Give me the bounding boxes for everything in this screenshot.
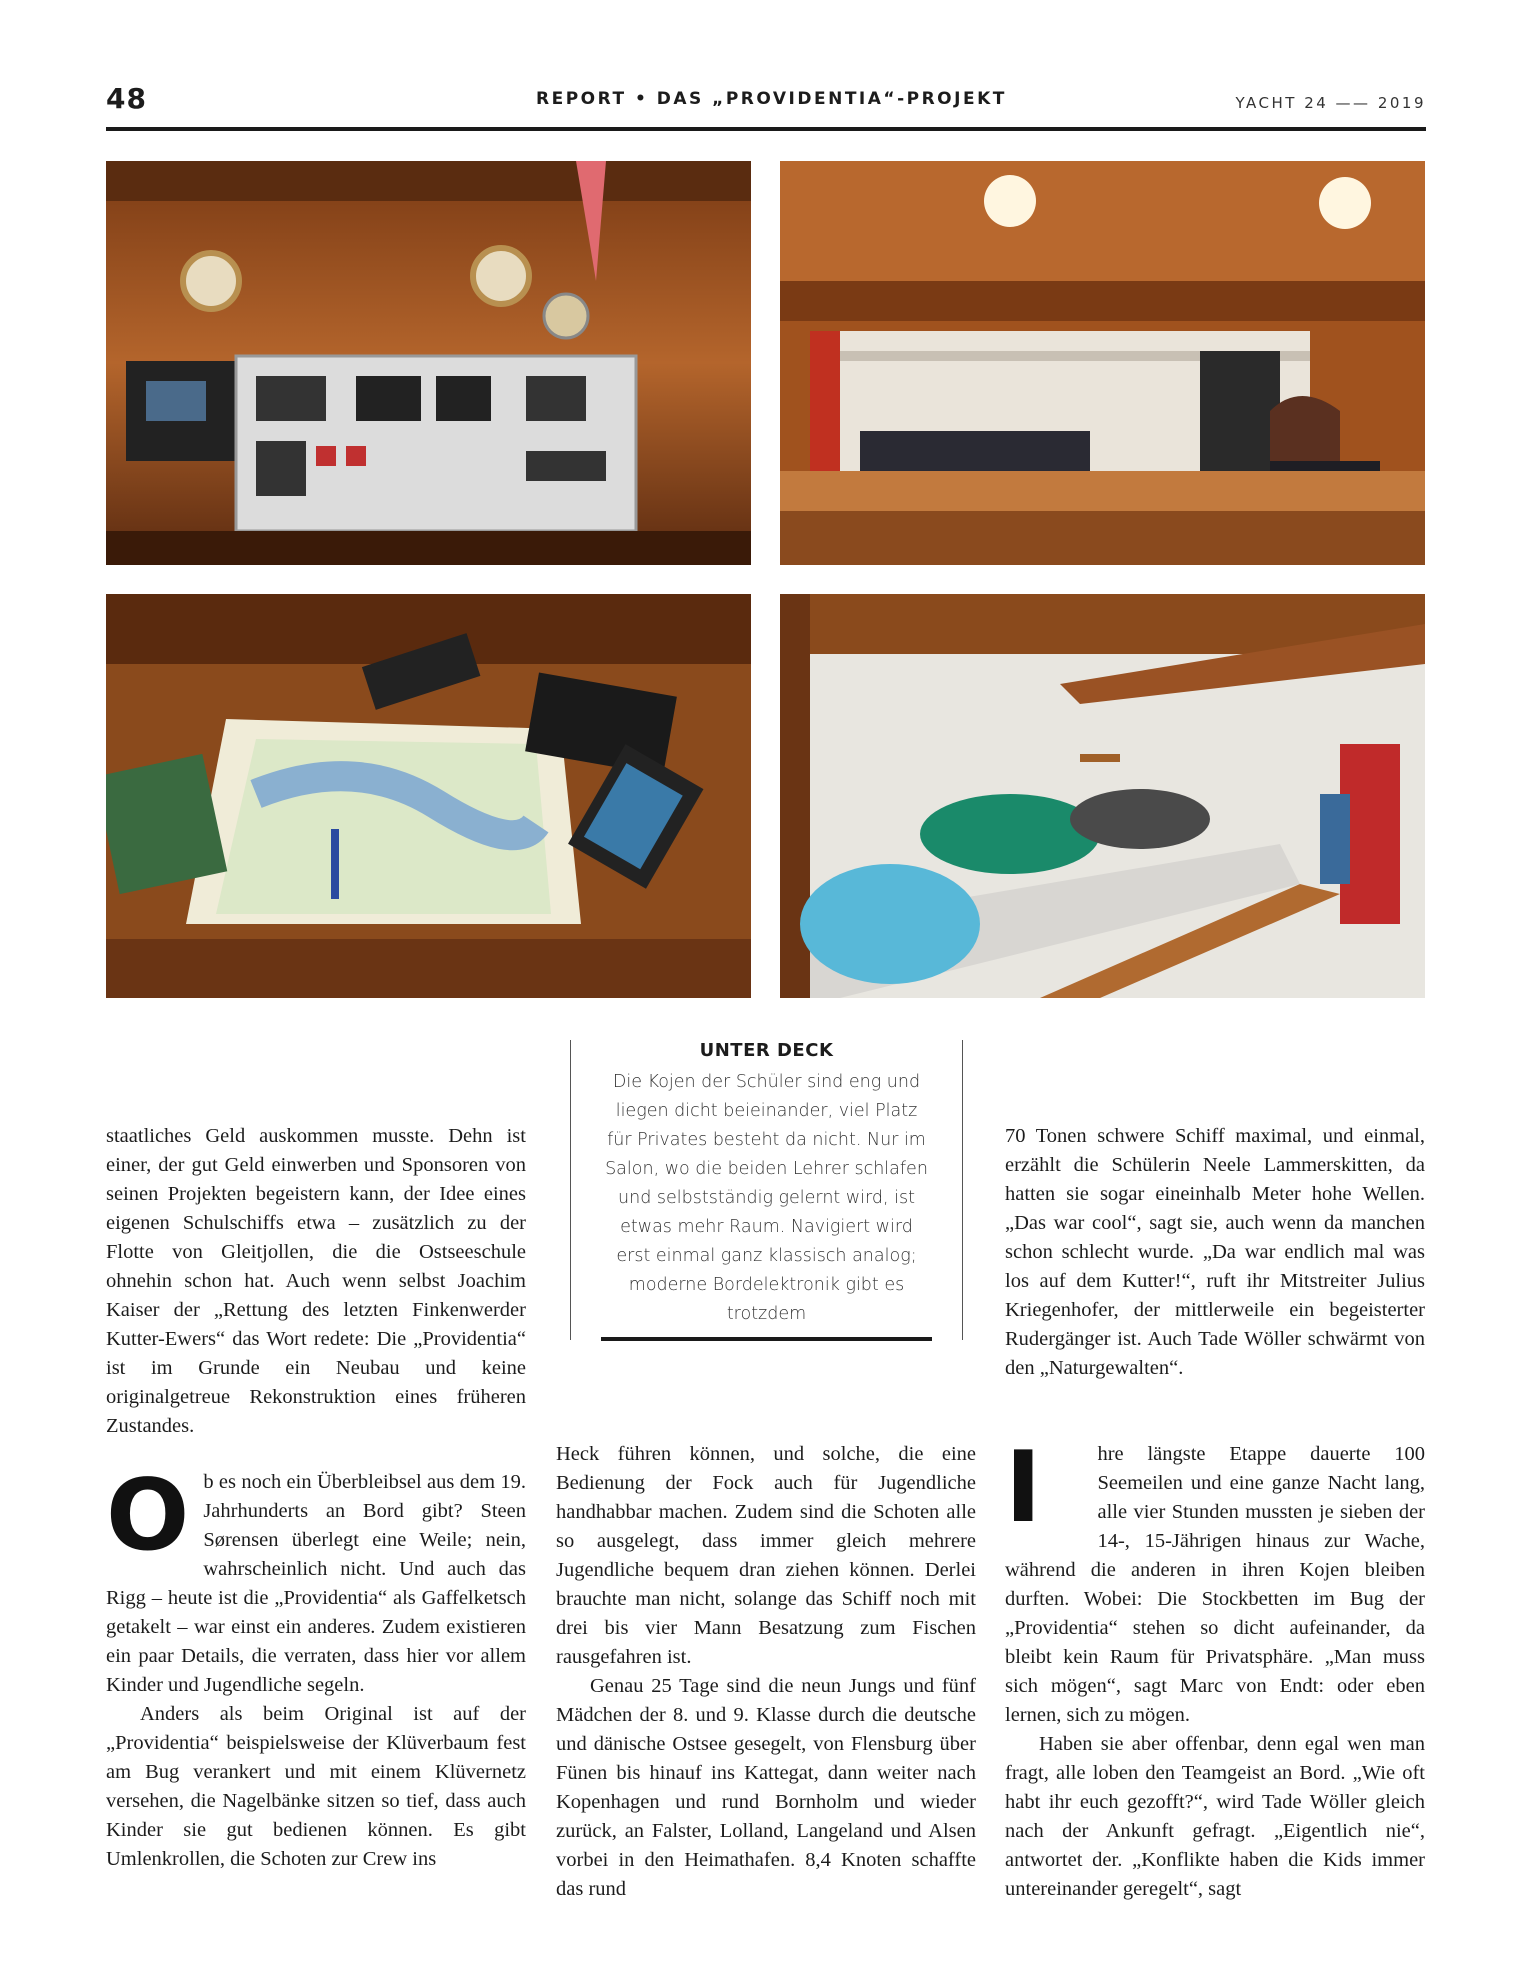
paragraph: Haben sie aber offenbar, denn egal wen man fragt, alle loben den Teamgeist an Bord. „Wie oft habt ihr euch gezofft?“, wird Tade Wöller gleich nach der Ankunft gefragt. „Eigentlich nie“, antwortet der. „Konflikte haben die Kids immer untereinander geregelt“, sagt bbox=[1005, 1733, 1425, 1900]
running-title: REPORT • DAS „PROVIDENTIA“-PROJEKT bbox=[536, 89, 1007, 109]
paragraph: b es noch ein Überbleibsel aus dem 19. Jahrhunderts an Bord gibt? Steen Sørensen überlegt eine Weile; nein, wahrscheinlich nicht. Und auch das Rigg – heute ist die „Providentia“ als Gaffelketsch getakelt – war einst ein anderes. Zudem existieren ein paar Details, die verraten, dass hier vor allem Kinder und Jugendliche segeln. bbox=[106, 1471, 526, 1696]
header-rule bbox=[106, 127, 1426, 131]
nav-station-photo bbox=[106, 161, 751, 565]
article-column-1-top bbox=[106, 1122, 526, 1441]
paragraph: staatliches Geld auskommen musste. Dehn ist einer, der gut Geld einwerben und Sponsoren von seinen Projekten begeistern kann, der Idee eines eigenen Schulschiffs etwa – zusätzlich zu der Flotte von Gleitjollen, die die Ostseeschule ohnehin schon hat. Auch wenn selbst Joachim Kaiser der „Rettung des letzten Finkenwerder Kutter-Ewers“ das Wort redete: Die „Providentia“ ist im Grunde ein Neubau und keine originalgetreue Rekonstruktion eines früheren Zustandes. bbox=[106, 1125, 526, 1437]
paragraph: hre längste Etappe dauerte 100 Seemeilen und eine ganze Nacht lang, alle vier Stunden mussten je sieben der 14-, 15-Jährigen hinaus zur Wache, während die anderen in ihren Kojen bleiben durften. Wobei: Die Stockbetten im Bug der „Providentia“ stehen so dicht aufeinander, da bleibt kein Raum für Privatsphäre. „Man muss sich mögen“, sagt Marc von Endt: oder eben lernen, sich zu mögen. bbox=[1005, 1443, 1425, 1726]
chart-table-photo bbox=[106, 594, 751, 998]
article-column-1-bottom bbox=[106, 1459, 526, 1874]
paragraph: Heck führen können, und solche, die eine Bedienung der Fock auch für Jugendliche handhabbar machen. Zudem sind die Schoten alle so ausgelegt, dass immer gleich mehrere Jugendliche bequem dran ziehen können. Derlei brauchte man nicht, solange das Schiff noch mit drei bis vier Mann Besatzung zum Fischen rausgefahren ist. bbox=[556, 1443, 976, 1668]
caption-text: Die Kojen der Schüler sind eng und liegen dicht beieinander, viel Platz für Privates besteht da nicht. Nur im Salon, wo die beiden Lehrer schlafen und selbstständig gelernt wird, ist etwas mehr Raum. Navigiert wird erst einmal ganz klassisch analog; moderne Bordelektronik gibt es trotzdem bbox=[605, 1072, 928, 1324]
berth-with-sleeping-bag-photo bbox=[780, 594, 1425, 998]
bunk-with-student-photo bbox=[780, 161, 1425, 565]
drop-cap: I bbox=[1005, 1431, 1042, 1545]
caption-rule bbox=[601, 1337, 932, 1341]
article-column-3-bottom bbox=[1005, 1431, 1425, 1904]
photo-caption bbox=[570, 1040, 963, 1340]
article-column-2 bbox=[556, 1440, 976, 1904]
issue-label: YACHT 24 —— 2019 bbox=[1235, 94, 1426, 112]
paragraph: Anders als beim Original ist auf der „Providentia“ beispielsweise der Klüverbaum fest am Bug verankert und mit einem Klüvernetz versehen, die Nagelbänke sitzen so tief, dass auch Kinder sie gut bedienen können. Es gibt Umlenkrollen, die Schoten zur Crew ins bbox=[106, 1703, 526, 1870]
page-header bbox=[106, 82, 1426, 130]
page-number: 48 bbox=[106, 82, 147, 115]
paragraph: 70 Tonen schwere Schiff maximal, und einmal, erzählt die Schülerin Neele Lammerskitten, da hatten sie sogar eineinhalb Meter hohe Wellen. „Das war cool“, sagt sie, auch wenn da manchen schon schlecht wurde. „Da war endlich mal was los auf dem Kutter!“, ruft ihr Mitstreiter Julius Kriegenhofer, der mittlerweile ein begeisterter Rudergänger ist. Auch Tade Wöller schwärmt von den „Naturgewalten“. bbox=[1005, 1125, 1425, 1379]
drop-cap: O bbox=[106, 1459, 190, 1573]
paragraph: Genau 25 Tage sind die neun Jungs und fünf Mädchen der 8. und 9. Klasse durch die deutsche und dänische Ostsee gesegelt, von Flensburg über Fünen bis hinauf ins Kattegat, dann weiter nach Kopenhagen und rund Bornholm und wieder zurück, an Falster, Lolland, Langeland und Alsen vorbei in den Heimathafen. 8,4 Knoten schaffte das rund bbox=[556, 1675, 976, 1900]
article-column-3-top bbox=[1005, 1122, 1425, 1383]
caption-title: UNTER DECK bbox=[699, 1040, 834, 1061]
